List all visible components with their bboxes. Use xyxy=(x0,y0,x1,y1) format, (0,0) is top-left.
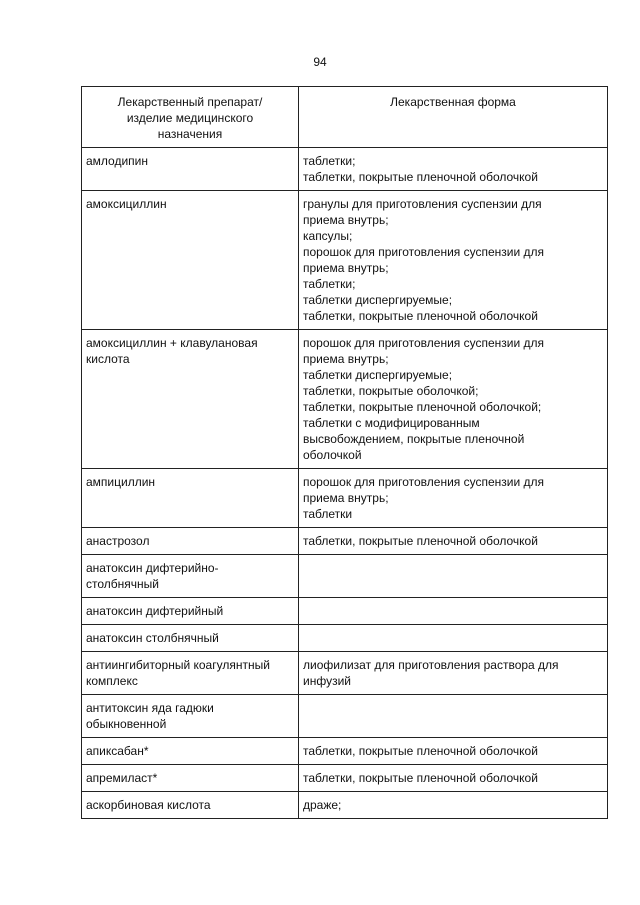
drug-name-cell: анастрозол xyxy=(82,528,299,555)
dosage-form-cell: лиофилизат для приготовления раствора для инфузий xyxy=(299,652,608,695)
drug-name-cell: апиксабан* xyxy=(82,738,299,765)
dosage-form-cell: таблетки, покрытые пленочной оболочкой xyxy=(299,738,608,765)
dosage-form-cell: порошок для приготовления суспензии для приема внутрь; таблетки диспергируемые; таблетки, покрытые оболочкой; таблетки, покрытые пленочной оболочкой; таблетки с модифицированным высвобождением, покрытые пленочной оболочкой xyxy=(299,330,608,469)
drug-name-cell: анатоксин дифтерийный xyxy=(82,598,299,625)
dosage-form-cell: таблетки; таблетки, покрытые пленочной оболочкой xyxy=(299,148,608,191)
drug-name-cell: ампициллин xyxy=(82,469,299,528)
table-row xyxy=(82,598,608,625)
table-row xyxy=(82,625,608,652)
table-row xyxy=(82,792,608,819)
table-row xyxy=(82,765,608,792)
table-row xyxy=(82,652,608,695)
dosage-form-cell: таблетки, покрытые пленочной оболочкой xyxy=(299,528,608,555)
dosage-form-cell: таблетки, покрытые пленочной оболочкой xyxy=(299,765,608,792)
table-row xyxy=(82,191,608,330)
drug-name-cell: амоксициллин + клавулановая кислота xyxy=(82,330,299,469)
table-row xyxy=(82,330,608,469)
dosage-form-cell xyxy=(299,625,608,652)
table-row xyxy=(82,528,608,555)
dosage-form-cell: порошок для приготовления суспензии для приема внутрь; таблетки xyxy=(299,469,608,528)
table-row xyxy=(82,555,608,598)
table-header-row xyxy=(82,87,608,148)
table-row xyxy=(82,469,608,528)
drug-name-cell: аскорбиновая кислота xyxy=(82,792,299,819)
drug-name-cell: апремиласт* xyxy=(82,765,299,792)
table-row xyxy=(82,148,608,191)
header-drug: Лекарственный препарат/ изделие медицинского назначения xyxy=(82,87,299,148)
drug-name-cell: амлодипин xyxy=(82,148,299,191)
dosage-form-cell xyxy=(299,695,608,738)
drug-name-cell: амоксициллин xyxy=(82,191,299,330)
dosage-form-cell xyxy=(299,598,608,625)
drug-name-cell: анатоксин дифтерийно- столбнячный xyxy=(82,555,299,598)
dosage-form-cell xyxy=(299,555,608,598)
drug-name-cell: анатоксин столбнячный xyxy=(82,625,299,652)
dosage-form-cell: гранулы для приготовления суспензии для приема внутрь; капсулы; порошок для приготовления суспензии для приема внутрь; таблетки; таблетки диспергируемые; таблетки, покрытые пленочной оболочкой xyxy=(299,191,608,330)
drug-name-cell: антитоксин яда гадюки обыкновенной xyxy=(82,695,299,738)
header-form: Лекарственная форма xyxy=(299,87,608,148)
drug-table xyxy=(81,86,608,819)
table-row xyxy=(82,738,608,765)
page-number: 94 xyxy=(313,55,327,69)
table-row xyxy=(82,695,608,738)
dosage-form-cell: драже; xyxy=(299,792,608,819)
drug-name-cell: антиингибиторный коагулянтный комплекс xyxy=(82,652,299,695)
